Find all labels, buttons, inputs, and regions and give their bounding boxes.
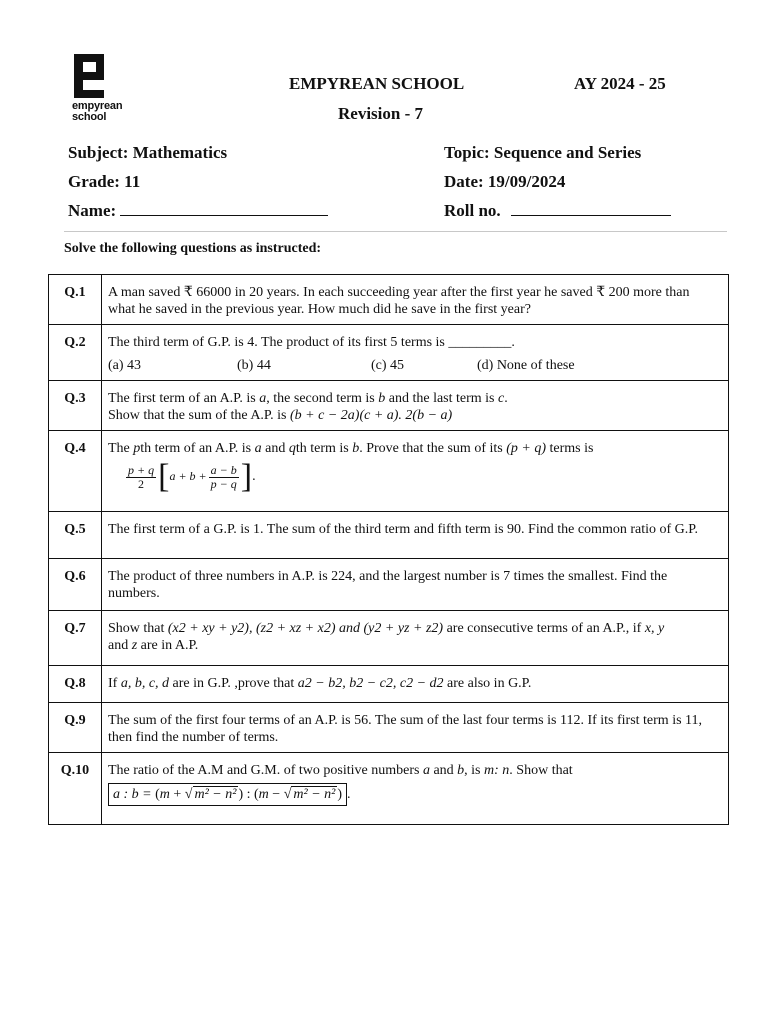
option-d: (d) None of these bbox=[477, 358, 575, 373]
roll-field: Roll no. bbox=[444, 201, 671, 221]
question-text: The first term of an A.P. is a, the second term is b and the last term is c. Show that the sum of the A.P. is (b + c − 2a)(c + a). 2(b − a) bbox=[102, 381, 729, 431]
question-text: The ratio of the A.M and G.M. of two positive numbers a and b, is m: n. Show that a : b = (m + √ m² − n² ) : (m − √ m² − n² ). bbox=[102, 753, 729, 825]
academic-year: AY 2024 - 25 bbox=[574, 74, 666, 93]
ratio-formula: a : b = (m + √ m² − n² ) : (m − √ m² − n² ) bbox=[108, 783, 347, 806]
grade: Grade: 11 bbox=[68, 172, 141, 191]
table-row bbox=[49, 559, 729, 611]
question-text: Show that (x2 + xy + y2), (z2 + xz + x2) and (y2 + yz + z2) are consecutive terms of an A.P., if x, y and z are in A.P. bbox=[102, 611, 729, 666]
question-number: Q.1 bbox=[49, 275, 102, 325]
table-row bbox=[49, 381, 729, 431]
logo-text: empyrean school bbox=[72, 100, 123, 123]
question-number: Q.4 bbox=[49, 431, 102, 512]
name-field: Name: bbox=[68, 201, 328, 221]
question-number: Q.5 bbox=[49, 512, 102, 559]
instructions: Solve the following questions as instructed: bbox=[64, 241, 322, 256]
table-row bbox=[49, 666, 729, 703]
revision-title: Revision - 7 bbox=[338, 104, 423, 123]
table-row bbox=[49, 325, 729, 381]
question-number: Q.8 bbox=[49, 666, 102, 703]
roll-blank[interactable] bbox=[511, 201, 671, 216]
question-number: Q.2 bbox=[49, 325, 102, 381]
option-b: (b) 44 bbox=[237, 358, 271, 373]
table-row bbox=[49, 431, 729, 512]
school-name: EMPYREAN SCHOOL bbox=[289, 74, 465, 93]
table-row bbox=[49, 611, 729, 666]
option-c: (c) 45 bbox=[371, 358, 405, 373]
question-number: Q.9 bbox=[49, 703, 102, 753]
table-row bbox=[49, 275, 729, 325]
options bbox=[108, 357, 720, 374]
empyrean-logo-icon bbox=[72, 54, 106, 98]
table-row bbox=[49, 753, 729, 825]
questions-table bbox=[48, 274, 729, 825]
question-text: If a, b, c, d are in G.P. ,prove that a2 − b2, b2 − c2, c2 − d2 are also in G.P. bbox=[102, 666, 729, 703]
question-number: Q.10 bbox=[49, 753, 102, 825]
subject: Subject: Mathematics bbox=[68, 143, 228, 162]
sum-formula: $\frac{p + q}{2}$ [a + b + $\frac{a - b}{p - q}$ ]. bbox=[128, 458, 256, 495]
question-number: Q.7 bbox=[49, 611, 102, 666]
question-text: The product of three numbers in A.P. is 224, and the largest number is 7 times the smallest. Find the numbers. bbox=[102, 559, 729, 611]
date: Date: 19/09/2024 bbox=[444, 172, 566, 191]
divider bbox=[64, 231, 727, 232]
question-text: A man saved ₹ 66000 in 20 years. In each succeeding year after the first year he saved ₹ 200 more than what he saved in the previous year. How much did he save in the first year? bbox=[102, 275, 729, 325]
question-text: The sum of the first four terms of an A.P. is 56. The sum of the last four terms is 112. If its first term is 11, then find the number of terms. bbox=[102, 703, 729, 753]
name-blank[interactable] bbox=[120, 201, 328, 216]
question-text: The pth term of an A.P. is a and qth term is b. Prove that the sum of its (p + q) terms is $\frac{p + q}{2}$ [a + b + $\frac{a - b}{p - q}$ ]. bbox=[102, 431, 729, 512]
table-row bbox=[49, 703, 729, 753]
question-number: Q.6 bbox=[49, 559, 102, 611]
question-number: Q.3 bbox=[49, 381, 102, 431]
question-text: The third term of G.P. is 4. The product of its first 5 terms is _________. (a) 43 (b) 44 (c) 45 (d) None of these bbox=[102, 325, 729, 381]
school-logo bbox=[72, 54, 140, 123]
topic: Topic: Sequence and Series bbox=[444, 143, 642, 162]
question-text: The first term of a G.P. is 1. The sum of the third term and fifth term is 90. Find the common ratio of G.P. bbox=[102, 512, 729, 559]
table-row bbox=[49, 512, 729, 559]
option-a: (a) 43 bbox=[108, 358, 142, 373]
